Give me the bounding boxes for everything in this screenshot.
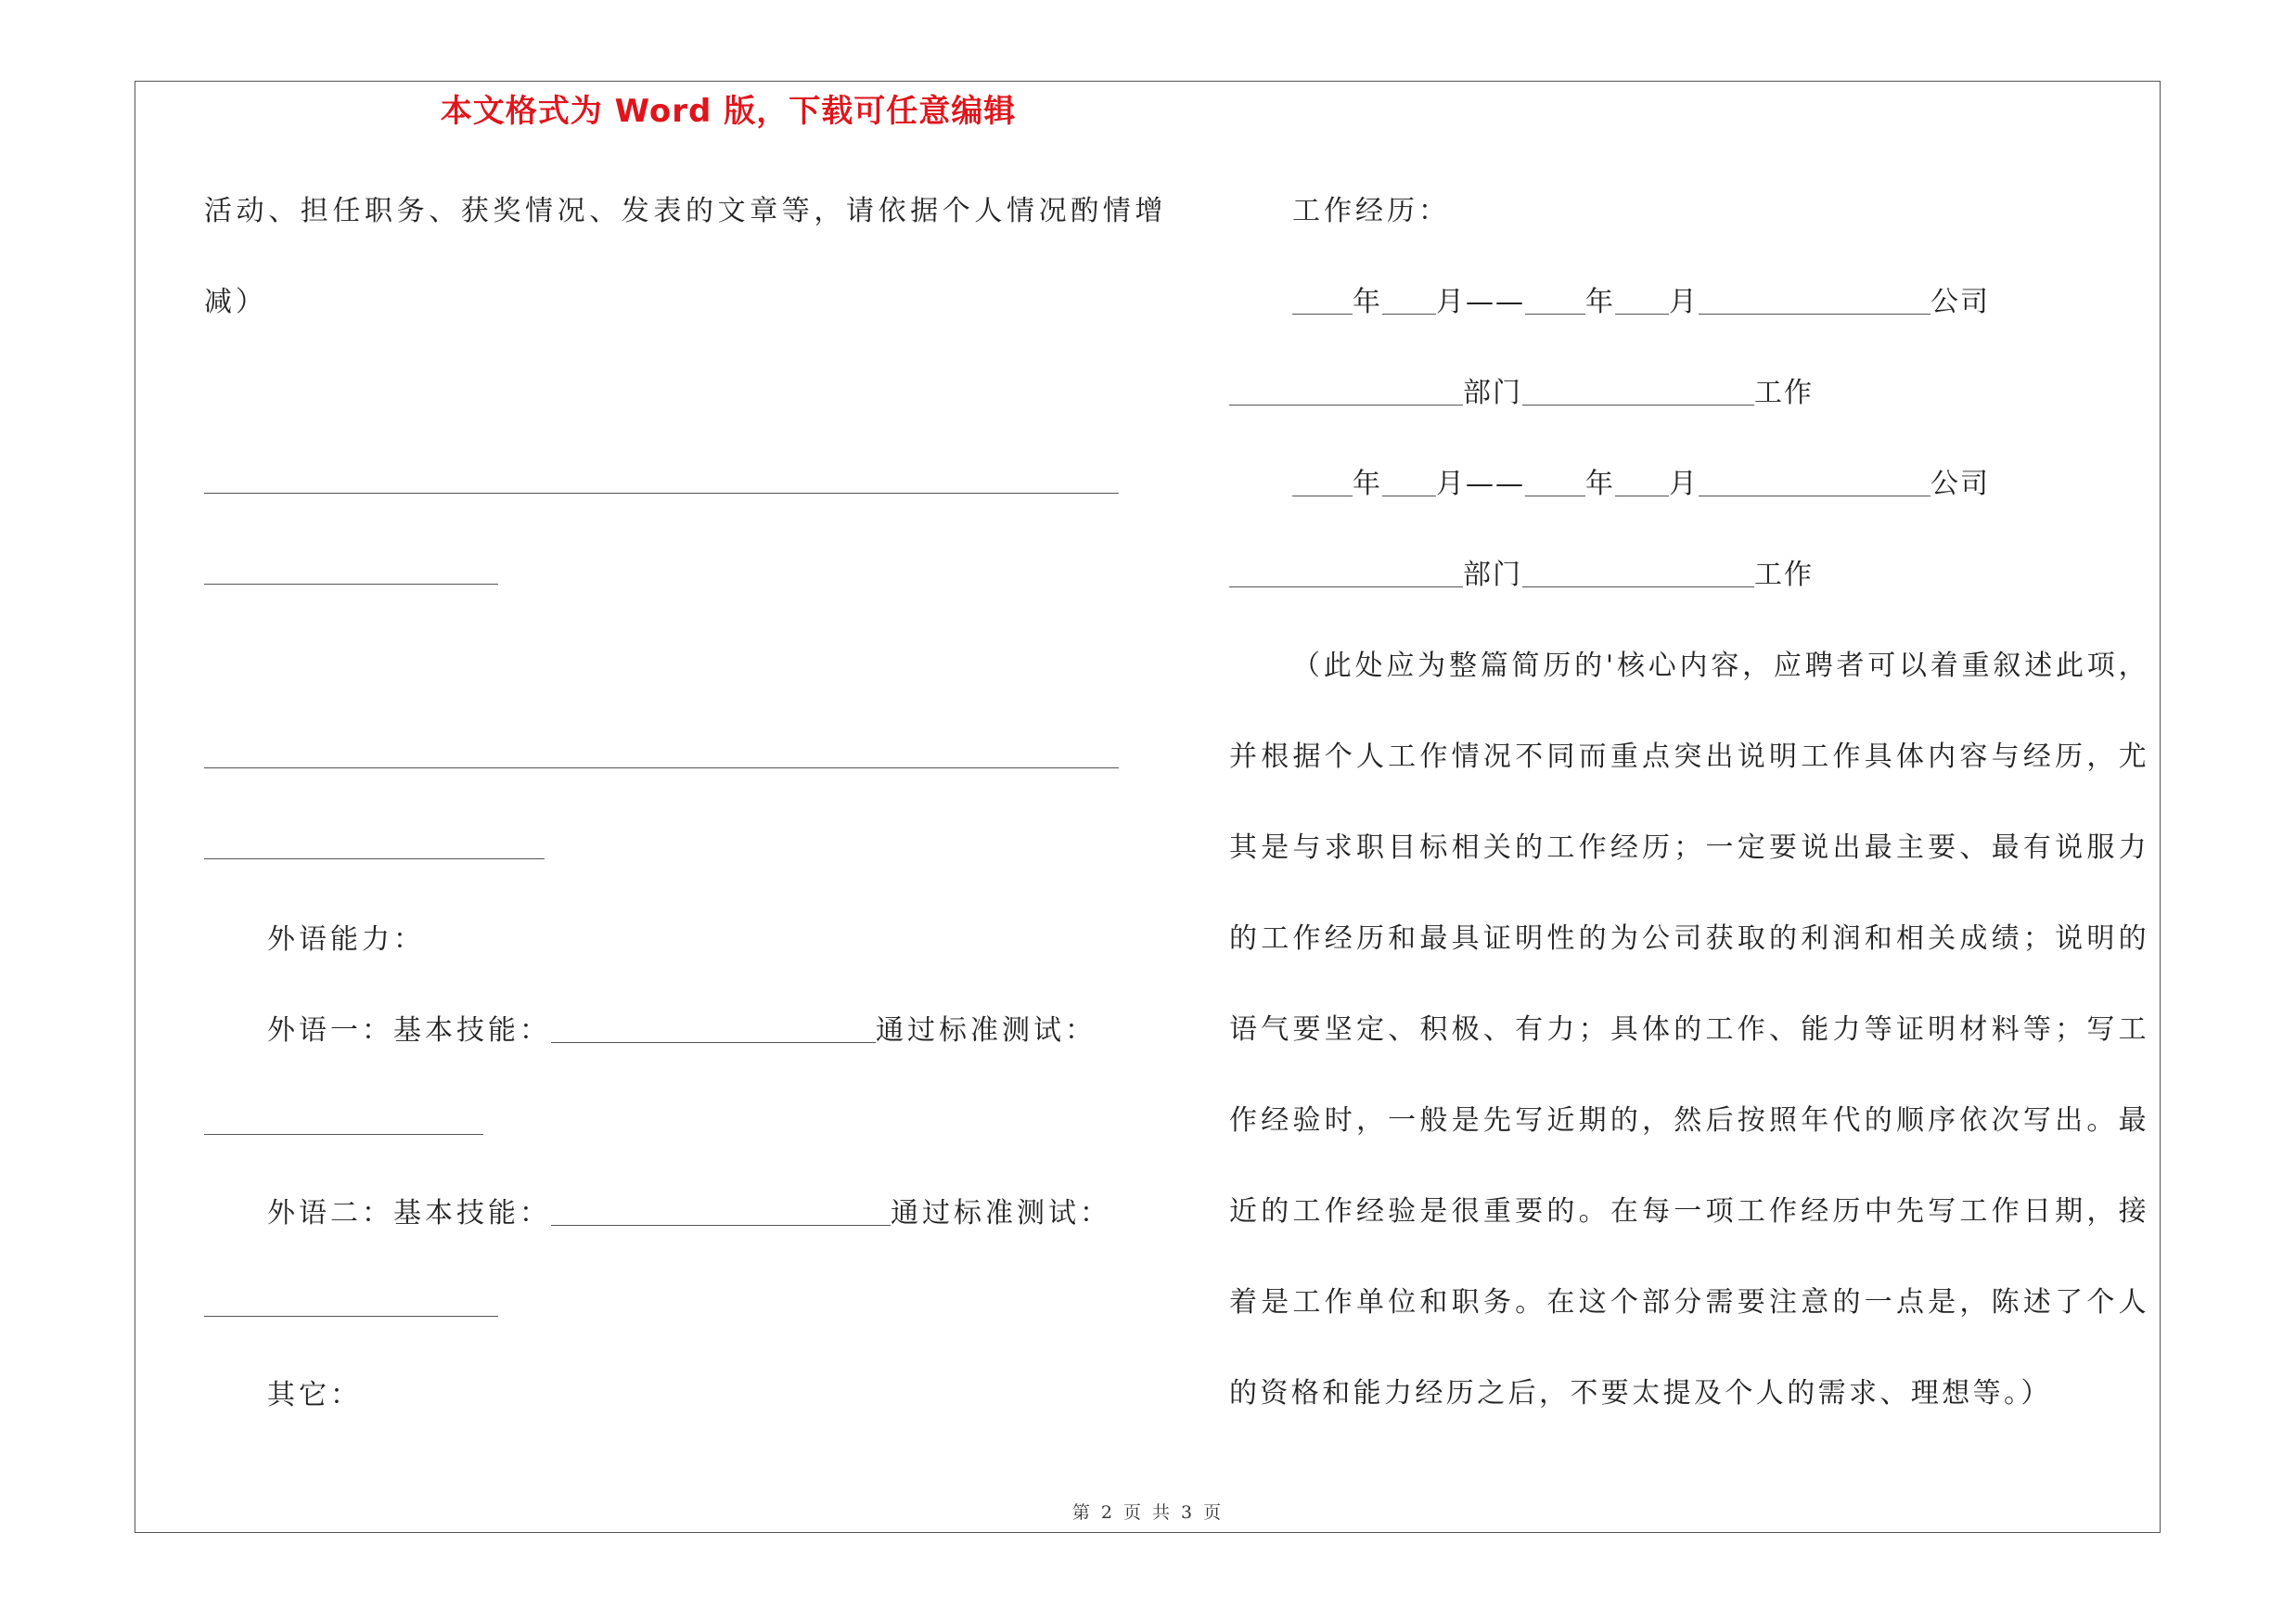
blank-line	[204, 493, 1119, 494]
department-label: 部门	[1463, 559, 1522, 591]
blank-line	[204, 767, 1119, 768]
month-label: 月	[1669, 468, 1699, 500]
foreign-language-heading: 外语能力：	[267, 923, 425, 956]
page-number: 第 2 页 共 3 页	[1071, 1502, 1225, 1523]
work-entry-1-dept	[1229, 375, 1814, 412]
language-2-test-label: 通过标准测试：	[891, 1197, 1111, 1230]
blank-line	[204, 1134, 483, 1135]
department-label: 部门	[1463, 377, 1522, 409]
blank-line	[204, 584, 498, 585]
company-label: 公司	[1930, 468, 1990, 500]
language-2-label: 外语二：基本技能：	[267, 1197, 551, 1230]
work-experience-note: （此处应为整篇简历的'核心内容，应聘者可以着重叙述此项，并根据个人工作情况不同而重点突出说明工作具体内容与经历，尤其是与求职目标相关的工作经历；一定要说出最主要、最有说服力的工作经历和最具证明性的为公司获取的利润和相关成绩；说明的语气要坚定、积极、有力；具体的工作、能力等证明材料等；写工作经验时，一般是先写近期的，然后按照年代的顺序依次写出。最近的工作经验是很重要的。在每一项工作经历中先写工作日期，接着是工作单位和职务。在这个部分需要注意的一点是，陈述了个人的资格和能力经历之后，不要太提及个人的需求、理想等。）	[1229, 650, 2149, 1410]
year-label: 年	[1353, 468, 1382, 500]
dash: ——	[1466, 286, 1525, 318]
year-label: 年	[1585, 468, 1615, 500]
intro-line-2: 减）	[204, 286, 267, 318]
intro-line-1: 活动、担任职务、获奖情况、发表的文章等，请依据个人情况酌情增	[204, 195, 1167, 227]
work-label: 工作	[1754, 377, 1814, 409]
company-label: 公司	[1930, 286, 1990, 318]
blank-line	[204, 858, 545, 859]
blank-line	[204, 1316, 498, 1317]
language-1-skill-blank	[551, 1014, 876, 1043]
dash: ——	[1466, 468, 1525, 500]
work-entry-2-dates	[1292, 466, 1990, 503]
year-label: 年	[1585, 286, 1615, 318]
work-experience-heading: 工作经历：	[1292, 195, 1450, 227]
language-1-test-label: 通过标准测试：	[876, 1014, 1097, 1047]
language-2-row	[267, 1195, 1111, 1232]
language-2-skill-blank	[551, 1197, 891, 1226]
format-banner: 本文格式为 Word 版，下载可任意编辑	[440, 93, 1017, 130]
year-label: 年	[1353, 286, 1382, 318]
work-label: 工作	[1754, 559, 1814, 591]
month-label: 月	[1436, 286, 1466, 318]
month-label: 月	[1436, 468, 1466, 500]
language-1-label: 外语一：基本技能：	[267, 1014, 551, 1047]
month-label: 月	[1669, 286, 1699, 318]
work-entry-1-dates	[1292, 284, 1990, 321]
work-entry-2-dept	[1229, 557, 1814, 594]
language-1-row	[267, 1012, 1097, 1050]
other-heading: 其它：	[267, 1379, 362, 1411]
